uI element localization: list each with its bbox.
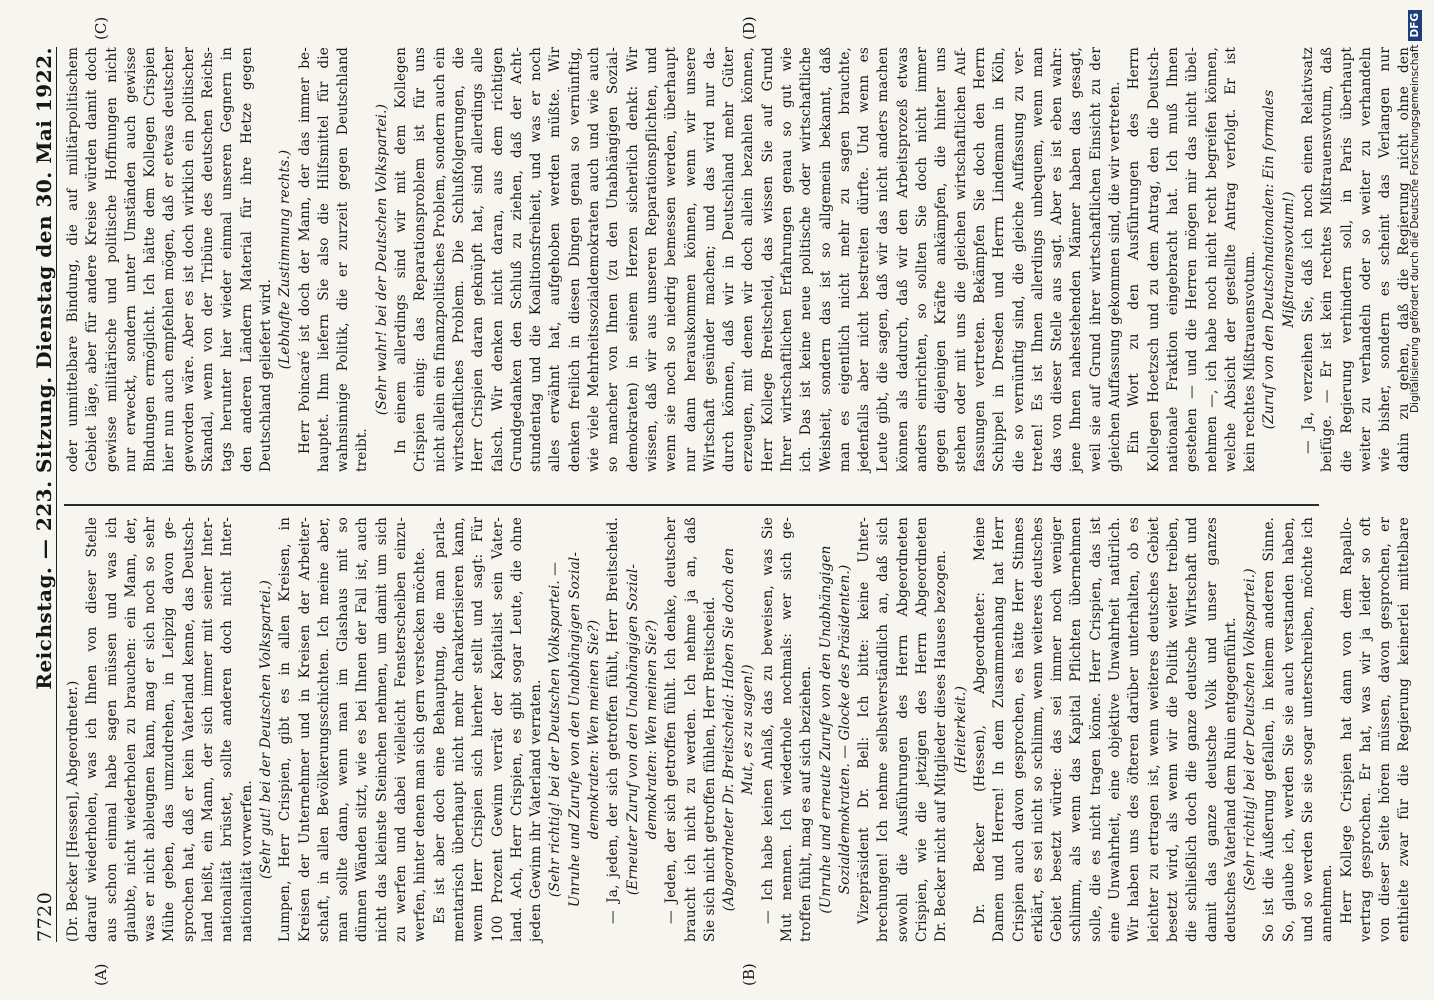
text-line: was er nicht ableugnen kann, mag er sich noch so sehr (142, 517, 159, 942)
text-line: dahin zu gehen, daß die Regierung nicht ohne den (1396, 47, 1413, 472)
text-line: nationale Fraktion eingebracht hat. Ich muß Ihnen (1164, 47, 1181, 472)
text-line: stundentag und die Koalitionsfreiheit, und was er noch (528, 47, 545, 472)
text-line: Bindungen ermöglicht. Ich hätte dem Kollegen Crispien (142, 47, 159, 472)
margin-label-d: (D) (740, 16, 758, 40)
text-line: den anderen Ländern Material für ihre Hetze gegen (238, 47, 255, 472)
text-line: kein rechtes Mißtrauensvotum. (1242, 250, 1259, 472)
text-line: Damen und Herren! In dem Zusammenhang hat Herr (991, 517, 1008, 942)
text-line: In einem allerdings sind wir mit dem Kollegen (393, 47, 410, 454)
text-line: sprochen hat, daß er kein Vaterland kenne, das Deutsch- (180, 517, 197, 942)
text-line: Gebiet besetzt würde: das sei immer noch weniger (1049, 517, 1066, 942)
text-line: braucht ich nicht zu werden. Ich nehme ja an, daß (682, 517, 699, 942)
text-line: können als dadurch, daß wir den Arbeitsprozeß etwas (894, 47, 911, 472)
text-line: (Sehr richtig! bei der Deutschen Volkspartei. — (547, 561, 564, 898)
text-line: wenn sie noch so niedrig bemessen werden, überhaupt (663, 47, 680, 472)
text-line: die Regierung verhindern soll, in Paris überhaupt (1338, 47, 1355, 472)
text-line: die schließlich doch die ganze deutsche Wirtschaft und (1184, 517, 1201, 942)
text-line: Herr Kollege Crispien hat dann von dem Rapallo- (1338, 517, 1355, 924)
text-line: Wir haben uns des öfteren darüber unterhalten, ob es (1126, 517, 1143, 942)
text-line: sowohl die Ausführungen des Herrn Abgeordneten (894, 517, 911, 942)
text-line: (Lebhafte Zustimmung rechts.) (277, 149, 294, 370)
text-line: von dieser Seite hören müssen, davon gesprochen, er (1377, 517, 1394, 942)
page-number: 7720 (34, 891, 56, 942)
text-line: Herr Kollege Breitscheid, das wissen Sie auf Grund (759, 47, 776, 472)
text-line: oder unmittelbare Bindung, die auf militärpolitischem (65, 47, 81, 472)
text-line: — Ich habe keinen Anlaß, das zu beweisen, was Sie (759, 517, 776, 924)
text-line: Ihrer wirtschaftlichen Erfahrungen genau so gut wie (778, 47, 795, 472)
text-line: hauptet. Ihm liefern Sie also die Hilfsmittel für die (315, 47, 332, 472)
text-line: wirtschaftliches Problem. Die Schlußfolgerungen, die (450, 47, 467, 472)
text-line: tags herunter hier wieder einmal unseren Gegnern in (219, 47, 236, 472)
text-line: (Sehr richtig! bei der Deutschen Volkspartei.) (1242, 568, 1259, 891)
text-line: treibt. (354, 428, 371, 472)
text-line: Gebiet läge, aber für andere Kreise würden damit doch (84, 47, 101, 472)
text-line: gewisse militärische und politische Hoffnungen nicht (103, 47, 120, 472)
text-line: nur dann herauskommen können, wenn wir unsere (682, 47, 699, 472)
text-line: Kollegen Hoetzsch und zu dem Antrag, den die Deutsch- (1145, 47, 1162, 472)
text-line: dünnen Wänden sitzt, wie es bei Ihnen der Fall ist, auch (354, 517, 371, 942)
text-line: nationalität vorwerfen. (238, 780, 255, 942)
text-line: erzeugen, mit denen wir doch allein bezahlen können, (740, 47, 757, 472)
text-line: werfen, hinter denen man sich gern verstecken möchte. (412, 547, 429, 942)
text-line: nehmen —, ich habe noch nicht recht begreifen können, (1203, 47, 1220, 472)
text-line: aus schon einmal habe sagen müssen und was ich (103, 517, 120, 942)
text-line: Ein Wort zu den Ausführungen des Herrn (1126, 47, 1143, 454)
text-line: Grundgedanken den Schluß zu ziehen, daß der Acht- (508, 47, 525, 472)
text-line: troffen fühlt, mag es auf sich beziehen. (798, 665, 815, 942)
text-line: Dr. Becker nicht auf Mitglieder dieses Hauses bezogen. (933, 550, 950, 942)
text-line: wie viele Mehrheitssozialdemokraten auch und wie auch (586, 47, 603, 472)
text-line: Sozialdemokraten. — Glocke des Präsidenten.) (836, 564, 853, 895)
text-line: mentarisch überhaupt nicht mehr charakterisieren kann, (450, 517, 467, 942)
text-line: alles erwähnt hat, aufgehoben werden müßte. Wir (547, 47, 564, 472)
text-line: (Unruhe und erneute Zurufe von den Unabhängigen (817, 545, 834, 914)
dfg-logo: DFG (1408, 10, 1422, 41)
text-line: ich. Das ist keine neue politische oder wirtschaftliche (798, 47, 815, 472)
text-line: so mancher von Ihnen (zu den Unabhängigen Sozial- (605, 47, 622, 472)
credit-text: Digitalisierung gefördert durch die Deutsche Forschungsgemeinschaft (1409, 44, 1421, 413)
page-title: Reichstag. — 223. Sitzung. Dienstag den 30. Mai 1922. (32, 47, 56, 690)
text-line: damit das ganze deutsche Volk und unser ganzes (1203, 517, 1220, 942)
text-line: solle, die es nicht tragen könne. Herr Crispien, das ist (1087, 517, 1104, 942)
text-line: und so werden Sie sie sogar unterschreiben, möchte ich (1300, 517, 1316, 942)
text-line: (Sehr gut! bei der Deutschen Volkspartei.) (257, 580, 274, 879)
text-line: Sie sich nicht getroffen fühlen, Herr Breitscheid. (701, 596, 718, 942)
text-line: Leute gibt, die sagen, daß wir das nicht anders machen (875, 47, 892, 472)
text-line: eine Unwahrheit, eine objektive Unwahrheit natürlich. (1107, 517, 1124, 942)
text-line: Deutschland geliefert wird. (257, 278, 274, 472)
left-column (64, 517, 1413, 942)
text-line: hier nun auch empfehlen mögen, daß er etwas deutscher (161, 47, 178, 472)
text-line: erklärt, es sei nicht so schlimm, wenn weiteres deutsches (1029, 517, 1046, 942)
text-line: jedenfalls aber nicht bestreiten dürfte. Und wenn es (856, 47, 873, 472)
text-line: annehmen. (1319, 864, 1336, 942)
text-line: land. Ach, Herr Crispien, es gibt sogar Leute, die ohne (508, 517, 525, 942)
text-line: So, glaube ich, werden Sie sie auch verstanden haben, (1280, 517, 1297, 942)
margin-label-a: (A) (92, 963, 110, 986)
text-line: wie bisher, sondern es scheint das Verlangen nur (1377, 47, 1394, 472)
text-line: Unruhe und Zurufe von den Unabhängigen Sozial- (566, 551, 583, 908)
text-line: jeden Gewinn ihr Vaterland verraten. (528, 679, 545, 942)
text-line: nationalität brüstet, sollte anderen doch nicht Inter- (219, 517, 236, 942)
text-line: denken freilich in diesen Dingen genau so vernünftig, (566, 47, 583, 472)
text-line: weil sie auf Grund ihrer wirtschaftlichen Einsicht zu der (1087, 47, 1104, 472)
right-column (64, 47, 1413, 472)
text-line: Herr Poincaré ist doch der Mann, der das immer be- (296, 47, 313, 454)
text-line: beifüge. — Er ist kein rechtes Mißtrauensvotum, daß (1319, 47, 1336, 472)
text-line: Crispien auch davon gesprochen, es hätte Herr Stinnes (1010, 517, 1027, 942)
text-line: geworden wäre. Aber es ist doch wirklich ein politischer (180, 47, 197, 472)
text-line: vertrag gesprochen. Er hat, was wir ja leider so oft (1357, 517, 1374, 942)
text-line: demokraten: Wen meinen Sie?) (586, 619, 603, 840)
text-line: Lumpen, Herr Crispien, gibt es in allen Kreisen, in (277, 517, 294, 942)
text-line: nicht allein ein finanzpolitisches Problem, sondern auch ein (431, 47, 448, 472)
text-line: Weisheit, sondern das ist so allgemein bekannt, daß (817, 47, 834, 472)
text-line: stehen oder mit uns die gleichen wirtschaftlichen Auf- (952, 47, 969, 472)
text-line: Mut, es zu sagen!) (740, 664, 757, 795)
text-line: Wirtschaft gesünder machen; und das wird nur da- (701, 47, 718, 472)
page-header (22, 47, 57, 942)
text-line: schlimm, als wenn das Kapital Pflichten übernehmen (1068, 517, 1085, 942)
digitization-credit (1404, 10, 1426, 990)
text-line: darauf wiederholen, was ich Ihnen von dieser Stelle (84, 517, 101, 942)
text-line: wahnsinnige Politik, die er zurzeit gegen Deutschland (335, 47, 352, 472)
text-line: — Ja, verzeihen Sie, daß ich noch einen Relativsatz (1300, 47, 1316, 454)
text-line: gleichen Auffassung gekommen sind, die wir vertreten. (1107, 81, 1124, 472)
text-line: wissen, daß wir aus unseren Reparationspflichten, und (643, 47, 660, 472)
text-line: anders einrichten, so sollten Sie doch nicht immer (914, 47, 931, 472)
text-line: treten! Es ist Ihnen allerdings unbequem, wenn man (1029, 47, 1046, 472)
text-line: Mut nennen. Ich wiederhole nochmals: wer sich ge- (778, 517, 795, 942)
margin-label-c: (C) (92, 16, 110, 40)
text-line: nicht das kleinste Steinchen nehmen, um damit um sich (373, 517, 390, 942)
text-line: (Heiterkeit.) (952, 685, 969, 774)
text-line: falsch. Wir denken nicht daran, aus dem richtigen (489, 47, 506, 472)
text-line: Mühe geben, das umzudrehen, in Leipzig davon ge- (161, 517, 178, 942)
text-line: land heißt, ein Mann, der sich immer mit seiner Inter- (200, 517, 217, 942)
text-line: wenn Herr Crispien sich hierher stellt und sagt: Für (470, 517, 487, 942)
text-line: enthielte zwar für die Regierung keinerlei mittelbare (1396, 517, 1413, 942)
text-line: weiter zu verhandeln oder so weiter zu verhandeln (1357, 47, 1374, 472)
text-line: glaubte, nicht wiederholen zu brauchen: ein Mann, der, (122, 517, 139, 942)
text-line: welche Absicht der gestellte Antrag verfolgt. Er ist (1222, 47, 1239, 472)
text-line: Vizepräsident Dr. Bell: Ich bitte: keine Unter- (856, 517, 873, 924)
text-line: deutsches Vaterland dem Ruin entgegenführt. (1222, 617, 1239, 942)
text-line: Schippel in Dresden und Herrn Lindemann in Köln, (991, 47, 1008, 472)
text-line: Crispien einig: das Reparationsproblem ist für uns (412, 47, 429, 472)
text-line: Skandal, wenn von der Tribüne des deutschen Reichs- (200, 47, 217, 472)
text-line: Es ist aber doch eine Behauptung, die man parla- (431, 517, 448, 924)
text-line: So ist die Äußerung gefallen, in keinem anderen Sinne. (1261, 517, 1278, 942)
text-line: demokraten: Wen meinen Sie?) (643, 619, 660, 840)
text-line: gestehen — und die Herren mögen mir das nicht übel- (1184, 47, 1201, 472)
text-line: 100 Prozent Gewinn verrät der Kapitalist sein Vater- (489, 517, 506, 942)
text-line: (Zuruf von den Deutschnationalen: Ein formales (1261, 89, 1278, 430)
text-line: durch können, daß wir in Deutschland mehr Güter (721, 47, 738, 472)
text-line: demokraten) in seinem Herzen sicherlich denkt: Wir (624, 47, 641, 472)
text-line: man es eigentlich nicht mehr zu sagen brauchte, (836, 47, 853, 472)
text-line: Mißtrauensvotum!) (1280, 191, 1297, 328)
text-line: schaft, in allen Bevölkerungsschichten. Ich meine aber, (315, 517, 332, 942)
text-line: (Sehr wahr! bei der Deutschen Volkspartei.) (373, 103, 390, 416)
text-line: Crispien, wie die jetzigen des Herrn Abgeordneten (914, 517, 931, 942)
text-line: die so vernünftig sind, die gleiche Auffassung zu ver- (1010, 47, 1027, 472)
text-line: jene Ihnen nahestehenden Männer haben das gesagt, (1068, 47, 1085, 472)
text-line: gegen diejenigen Kräfte ankämpfen, die hinter uns (933, 47, 950, 472)
text-line: Dr. Becker (Hessen), Abgeordneter: Meine (971, 517, 988, 924)
text-line: (Dr. Becker [Hessen], Abgeordneter.) (65, 680, 81, 942)
text-line: leichter zu ertragen ist, wenn weiteres deutsches Gebiet (1145, 517, 1162, 942)
margin-label-b: (B) (740, 963, 758, 986)
text-line: nur erweckt, sondern unter Umständen auch gewisse (122, 47, 139, 472)
text-line: Kreisen der Unternehmer und in Kreisen der Arbeiter- (296, 517, 313, 942)
text-line: besetzt wird, als wenn wir die Politik weiter treiben, (1164, 517, 1181, 942)
text-line: man sollte dann, wenn man im Glashaus mit so (335, 517, 352, 942)
text-line: — Jeden, der sich getroffen fühlt. Ich denke, deutscher (663, 517, 680, 924)
text-line: fassungen vertreten. Bekämpfen Sie doch den Herrn (971, 47, 988, 472)
column-divider (64, 505, 1319, 507)
text-line: zu werfen und dabei vielleicht Fensterscheiben einzu- (393, 517, 410, 942)
text-line: (Erneuter Zuruf von den Unabhängigen Sozial- (624, 563, 641, 896)
text-line: — Ja, jeden, der sich getroffen fühlt, Herr Breitscheid. (605, 517, 622, 924)
text-line: Herr Crispien daran geknüpft hat, sind allerdings alle (470, 47, 487, 472)
text-line: das von dieser Stelle aus sagt. Aber es ist eben wahr: (1049, 47, 1066, 472)
text-line: brechungen! Ich nehme selbstverständlich an, daß sich (875, 517, 892, 942)
text-line: (Abgeordneter Dr. Breitscheid: Haben Sie doch den (721, 547, 738, 912)
